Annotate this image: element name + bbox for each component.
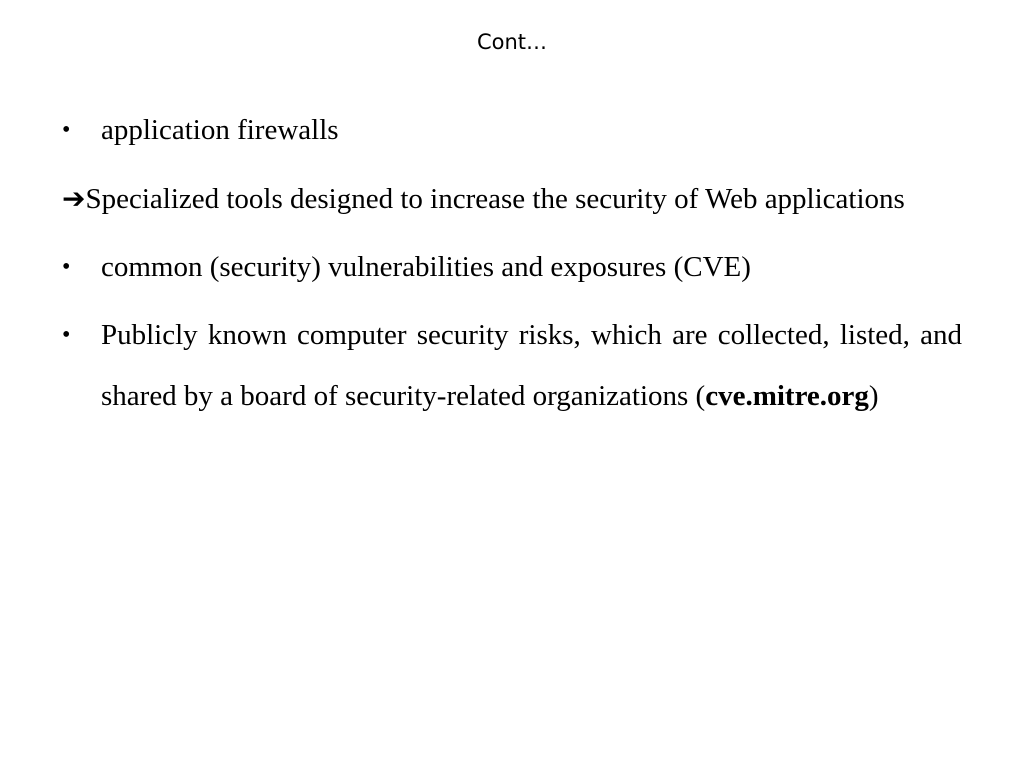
bullet-icon: • <box>62 117 71 143</box>
bullet-text: Publicly known computer security risks, which are collected, listed, and shared by a board of security-related organizations ( <box>101 319 962 412</box>
bullet-icon: • <box>62 254 71 280</box>
arrow-item-specialized-tools <box>62 168 962 230</box>
bullet-item-publicly-known-risks <box>62 305 962 427</box>
arrow-right-icon: ➔ <box>62 182 86 215</box>
bullet-text-closing: ) <box>868 380 879 412</box>
arrow-text: Specialized tools designed to increase the security of Web applications <box>85 183 905 215</box>
bullet-item-application-firewalls <box>62 100 962 161</box>
bullet-icon: • <box>62 322 71 348</box>
bullet-text: common (security) vulnerabilities and exposures (CVE) <box>101 251 751 283</box>
bullet-item-cve <box>62 237 962 298</box>
bullet-text: application firewalls <box>101 114 339 146</box>
slide-title: Cont… <box>476 30 548 54</box>
slide-body <box>62 100 962 427</box>
cve-website-text: cve.mitre.org <box>705 380 869 412</box>
